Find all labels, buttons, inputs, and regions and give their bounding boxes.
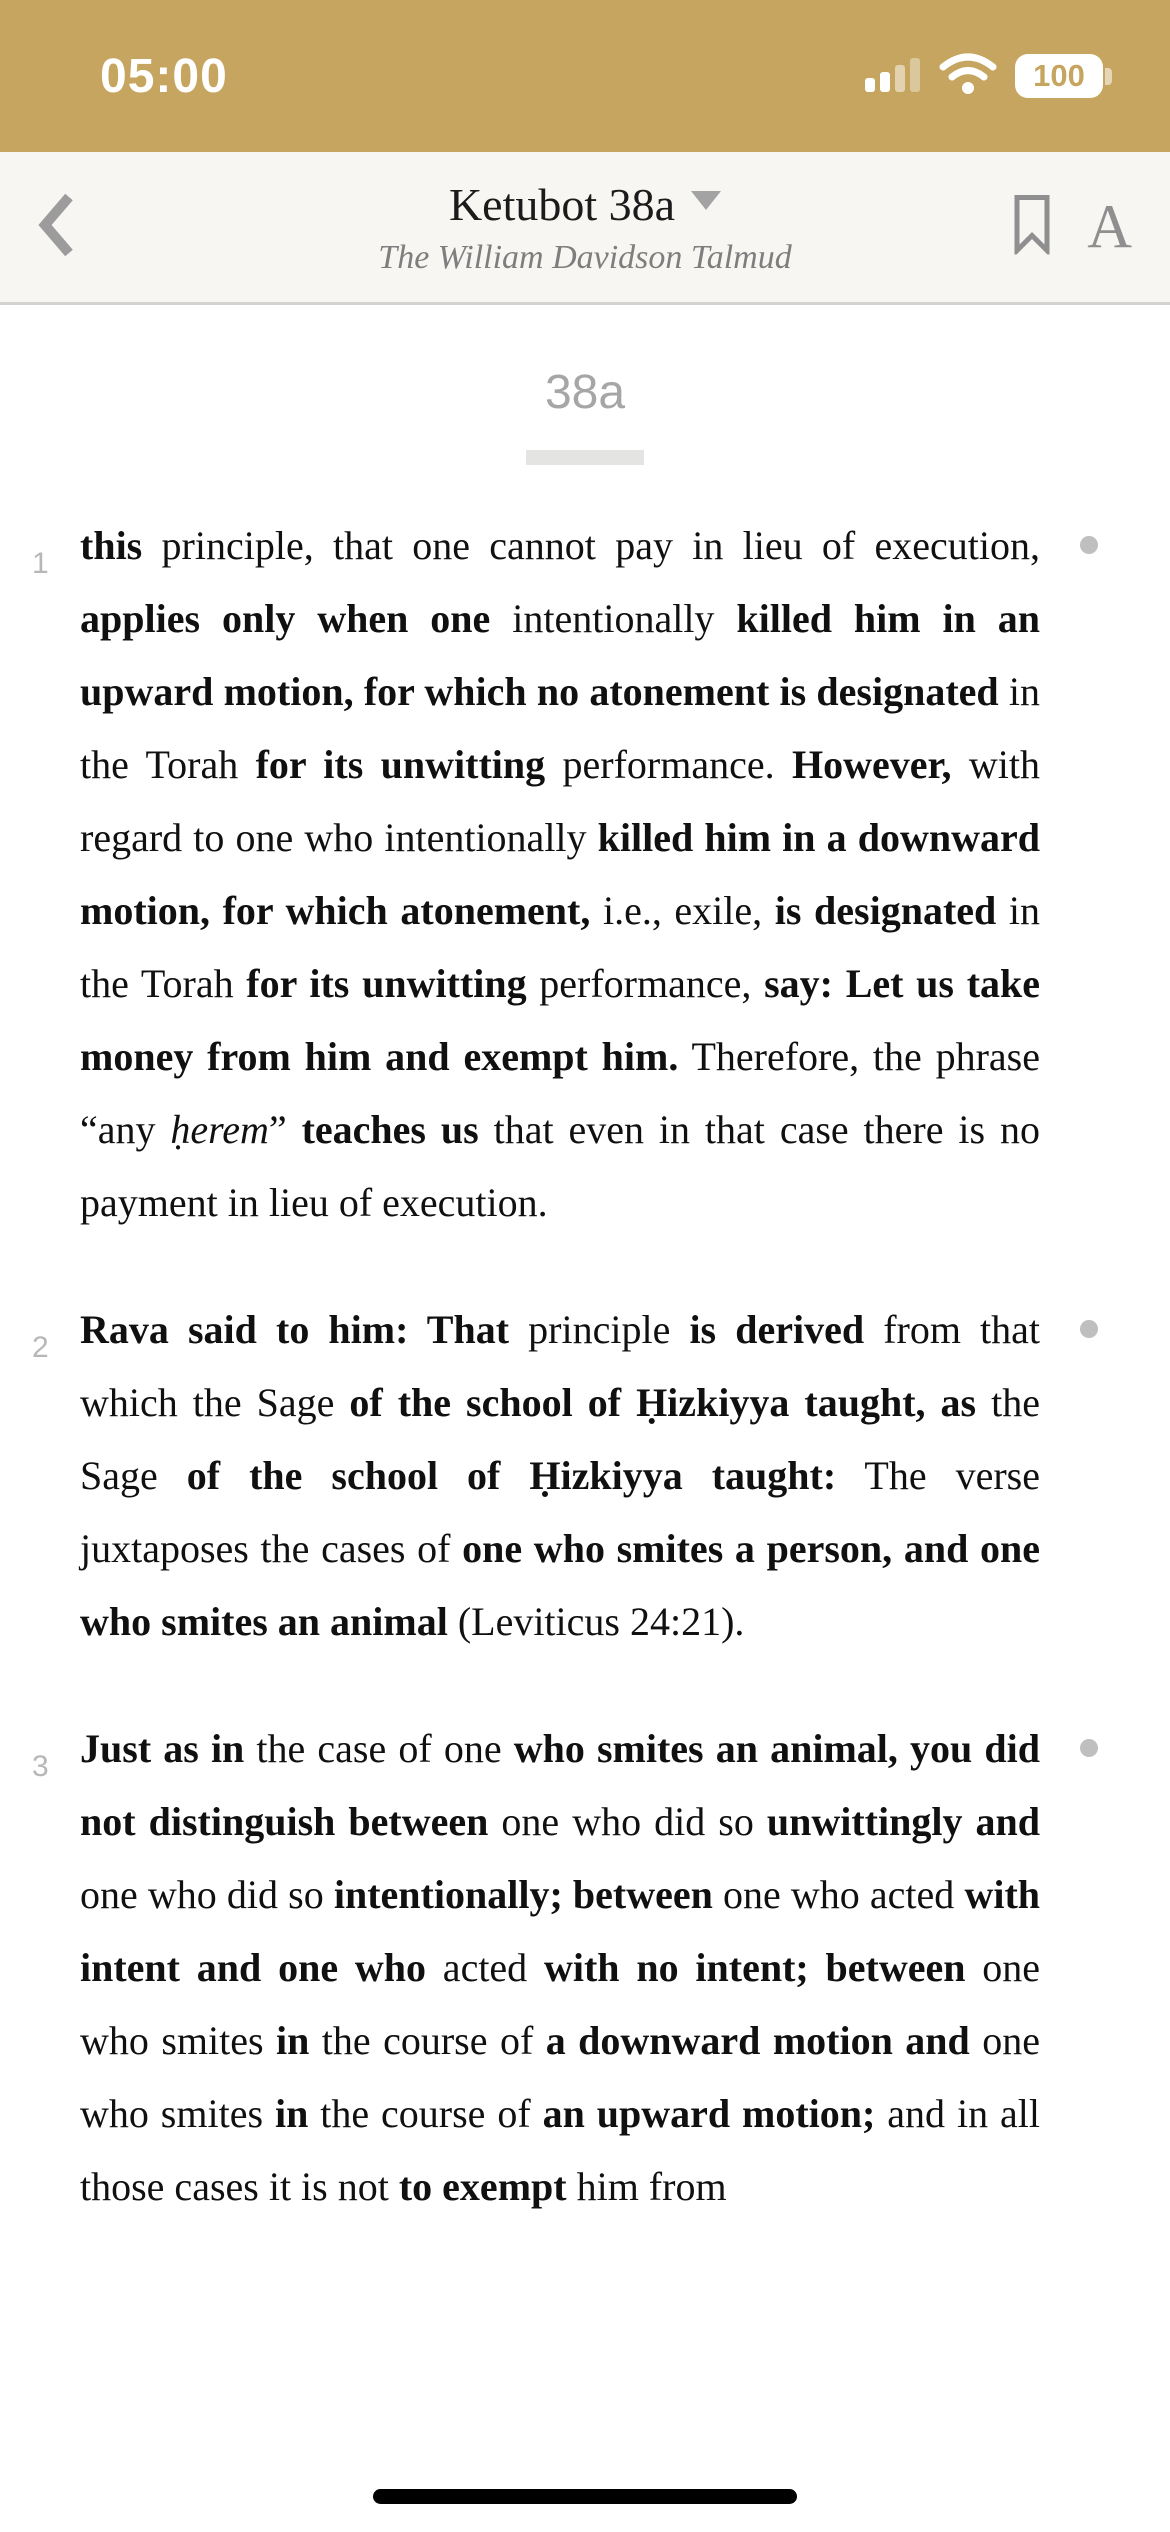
title-dropdown[interactable] xyxy=(449,178,721,231)
segment-text xyxy=(80,1307,1040,1644)
text-segment[interactable] xyxy=(32,1712,1041,2223)
text-run: to exempt xyxy=(398,2164,567,2209)
text-run: teaches us xyxy=(301,1107,479,1152)
text-run: from that which the Sage xyxy=(80,1307,1041,1425)
text-run: principle xyxy=(509,1307,690,1352)
text-run: one who smites xyxy=(80,2018,1040,2136)
section-header: 38a xyxy=(544,366,626,419)
segment-number: 3 xyxy=(32,1750,49,1783)
text-run: is designated xyxy=(774,888,997,933)
text-run: for its unwitting xyxy=(246,961,527,1006)
bookmark-outline-icon xyxy=(1013,195,1051,255)
text-run: ” xyxy=(268,1107,302,1152)
status-time: 05:00 xyxy=(100,49,228,103)
text-run: in xyxy=(274,2091,309,2136)
text-run: this xyxy=(80,523,143,568)
text-run: in the Torah xyxy=(80,669,1040,787)
text-run: with no intent; between xyxy=(543,1945,966,1990)
cellular-signal-icon xyxy=(865,56,921,97)
text-run: that even in that case there is no payment in lieu of execution. xyxy=(80,1107,1040,1225)
segment-text xyxy=(80,523,1040,1225)
battery-level: 100 xyxy=(1015,54,1103,98)
text-run: of the school of Ḥizkiyya taught, as xyxy=(349,1380,977,1425)
text-run: killed him in a downward motion, for which atonement, xyxy=(80,815,1040,933)
text-run: intentionally xyxy=(490,596,737,641)
text-run: killed him in an upward motion, for which no atonement is designated xyxy=(80,596,1041,714)
text-run: principle, that one cannot pay in lieu of execution, xyxy=(142,523,1040,568)
battery-nub xyxy=(1105,68,1112,85)
text-run: for its unwitting xyxy=(255,742,546,787)
segment-number: 1 xyxy=(32,547,49,580)
text-run: the Sage xyxy=(80,1380,1040,1498)
text-run: say: Let us take money from him and exempt him. xyxy=(80,961,1041,1079)
text-segment[interactable] xyxy=(32,1293,1041,1658)
text-run: acted xyxy=(426,1945,544,1990)
text-run: and in all those cases it is not xyxy=(80,2091,1040,2209)
text-run: intentionally; between xyxy=(333,1872,713,1917)
reader-scroll-area[interactable] xyxy=(0,305,1170,2223)
page-title: Ketubot 38a xyxy=(448,178,676,230)
text-run: Therefore, the phrase “any xyxy=(80,1034,1040,1152)
text-run: Rava said to him: That xyxy=(80,1307,510,1352)
text-run: in the Torah xyxy=(80,888,1040,1006)
text-run: performance. xyxy=(545,742,792,787)
text-run: one who smites a person, and one who smites an animal xyxy=(80,1526,1040,1644)
text-run: However, xyxy=(791,742,952,787)
text-run: in xyxy=(276,2018,310,2063)
text-run: an upward motion; xyxy=(542,2091,876,2136)
wifi-icon xyxy=(939,53,997,100)
text-run: one who acted xyxy=(712,1872,965,1917)
text-run: applies only when one xyxy=(80,596,491,641)
text-run: the course of xyxy=(308,2091,543,2136)
text-run: the case of one xyxy=(244,1726,514,1771)
status-bar xyxy=(0,0,1170,152)
chevron-left-icon xyxy=(37,191,77,264)
text-run: with intent and one who xyxy=(80,1872,1041,1990)
nav-bar xyxy=(0,152,1170,305)
text-run: unwittingly and xyxy=(766,1799,1040,1844)
connections-dot xyxy=(1080,1739,1098,1757)
chevron-down-icon xyxy=(691,191,721,210)
segment-text xyxy=(80,1726,1040,2209)
text-run: one who did so xyxy=(488,1799,767,1844)
segment-number: 2 xyxy=(32,1331,49,1364)
battery-icon xyxy=(1015,54,1112,98)
text-run: one who smites xyxy=(80,1945,1041,2063)
page-subtitle: The William Davidson Talmud xyxy=(378,238,792,276)
text-run: a downward motion and xyxy=(545,2018,970,2063)
paragraph-list xyxy=(0,509,1170,2223)
text-run: The verse juxtaposes the cases of xyxy=(80,1453,1040,1571)
text-run: Just as in xyxy=(80,1726,245,1771)
text-run: is derived xyxy=(689,1307,865,1352)
text-run: with regard to one who intentionally xyxy=(80,742,1041,860)
text-run: ḥerem xyxy=(170,1107,269,1152)
font-size-button[interactable]: A xyxy=(1087,193,1132,261)
text-run: performance, xyxy=(526,961,765,1006)
connections-dot xyxy=(1080,1320,1098,1338)
connections-dot xyxy=(1080,536,1098,554)
back-button[interactable] xyxy=(34,192,80,262)
text-run: him from xyxy=(566,2164,727,2209)
text-run: i.e., exile, xyxy=(590,888,775,933)
text-run: who smites an animal, you did not distinguish between xyxy=(80,1726,1040,1844)
text-run: the course of xyxy=(309,2018,546,2063)
text-run: of the school of Ḥizkiyya taught: xyxy=(186,1453,837,1498)
text-segment[interactable] xyxy=(32,509,1041,1239)
text-run: one who did so xyxy=(80,1872,334,1917)
section-progress-bar xyxy=(526,450,644,465)
home-indicator[interactable] xyxy=(373,2489,797,2504)
bookmark-button[interactable] xyxy=(1013,195,1051,260)
text-run: (Leviticus 24:21). xyxy=(447,1599,745,1644)
